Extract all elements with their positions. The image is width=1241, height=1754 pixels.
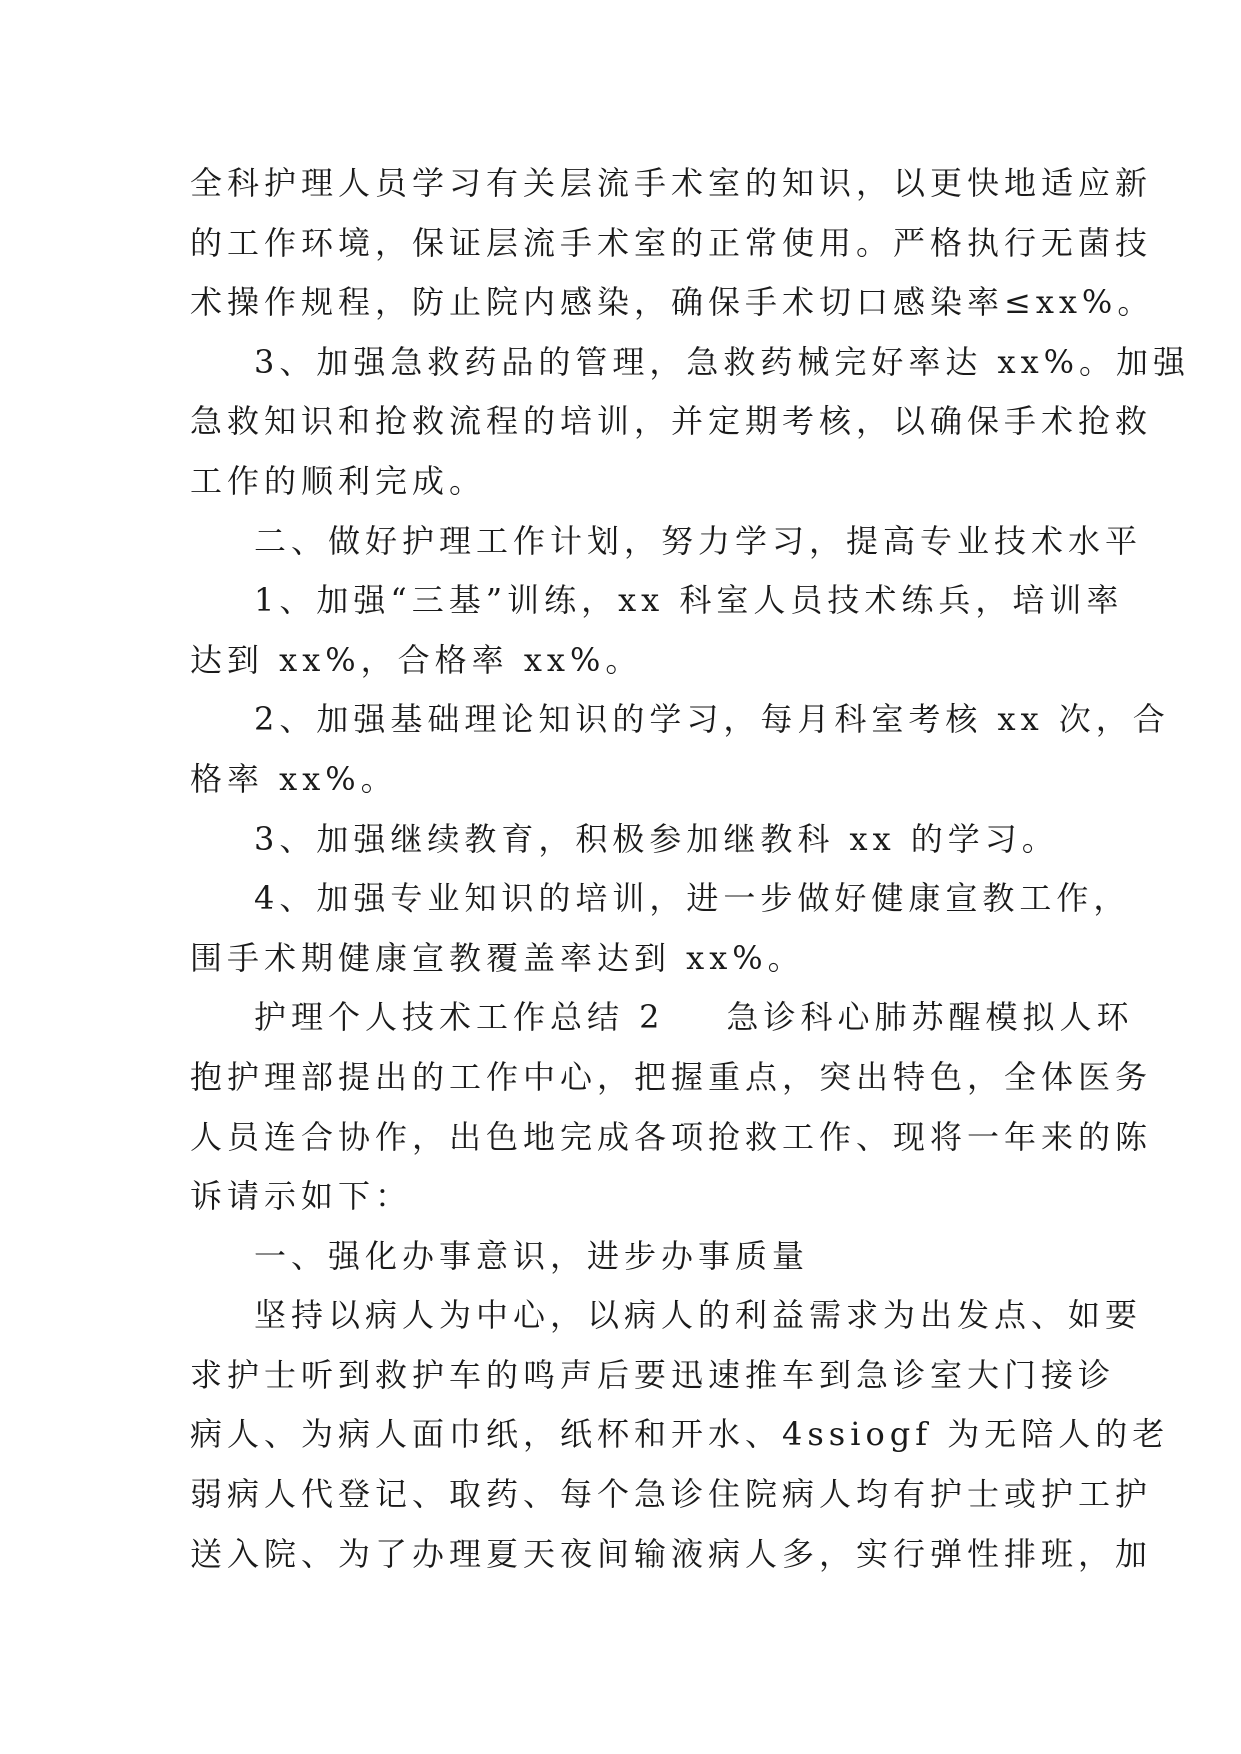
text-line: 工作的顺利完成。 (190, 461, 487, 500)
text-line: 病人、为病人面巾纸，纸杯和开水、4ssiogf 为无陪人的老 (190, 1415, 1170, 1454)
text-line: 2、加强基础理论知识的学习，每月科室考核 xx 次，合 (254, 700, 1170, 739)
text-line: 求护士听到救护车的鸣声后要迅速推车到急诊室大门接诊 (190, 1355, 1116, 1394)
text-line: 3、加强继续教育，积极参加继教科 xx 的学习。 (254, 819, 1059, 858)
text-line (190, 988, 1134, 1048)
text-line: 送入院、为了办理夏天夜间输液病人多，实行弹性排班，加 (190, 1534, 1153, 1573)
text-line: 1、加强“三基”训练，xx 科室人员技术练兵，培训率 (254, 581, 1124, 620)
section-heading: 二、做好护理工作计划，努力学习，提高专业技术水平 (254, 521, 1143, 560)
text-line: 坚持以病人为中心，以病人的利益需求为出发点、如要 (254, 1296, 1143, 1335)
text-line: 4、加强专业知识的培训，进一步做好健康宣教工作， (254, 879, 1131, 918)
text-line: 3、加强急救药品的管理，急救药械完好率达 xx%。加强 (254, 342, 1191, 381)
text-line: 格率 xx%。 (190, 759, 398, 798)
summary-title: 护理个人技术工作总结 2 (254, 998, 665, 1037)
text-line: 人员连合协作，出色地完成各项抢救工作、现将一年来的陈 (190, 1117, 1153, 1156)
text-line: 围手术期健康宣教覆盖率达到 xx%。 (190, 938, 805, 977)
text-line: 术操作规程，防止院内感染，确保手术切口感染率≤xx%。 (190, 283, 1155, 322)
text-line: 抱护理部提出的工作中心，把握重点，突出特色，全体医务 (190, 1057, 1153, 1096)
text-line: 诉请示如下： (190, 1177, 413, 1216)
text-fragment: 急诊科心肺苏醒模拟人环 (726, 998, 1134, 1037)
text-line: 达到 xx%，合格率 xx%。 (190, 640, 643, 679)
text-line: 的工作环境，保证层流手术室的正常使用。严格执行无菌技 (190, 223, 1153, 262)
document-body (190, 154, 1191, 1584)
section-heading: 一、强化办事意识，进步办事质量 (254, 1236, 810, 1275)
text-line: 急救知识和抢救流程的培训，并定期考核，以确保手术抢救 (190, 402, 1153, 441)
text-line: 全科护理人员学习有关层流手术室的知识，以更快地适应新 (190, 164, 1153, 202)
text-line: 弱病人代登记、取药、每个急诊住院病人均有护士或护工护 (190, 1475, 1153, 1514)
